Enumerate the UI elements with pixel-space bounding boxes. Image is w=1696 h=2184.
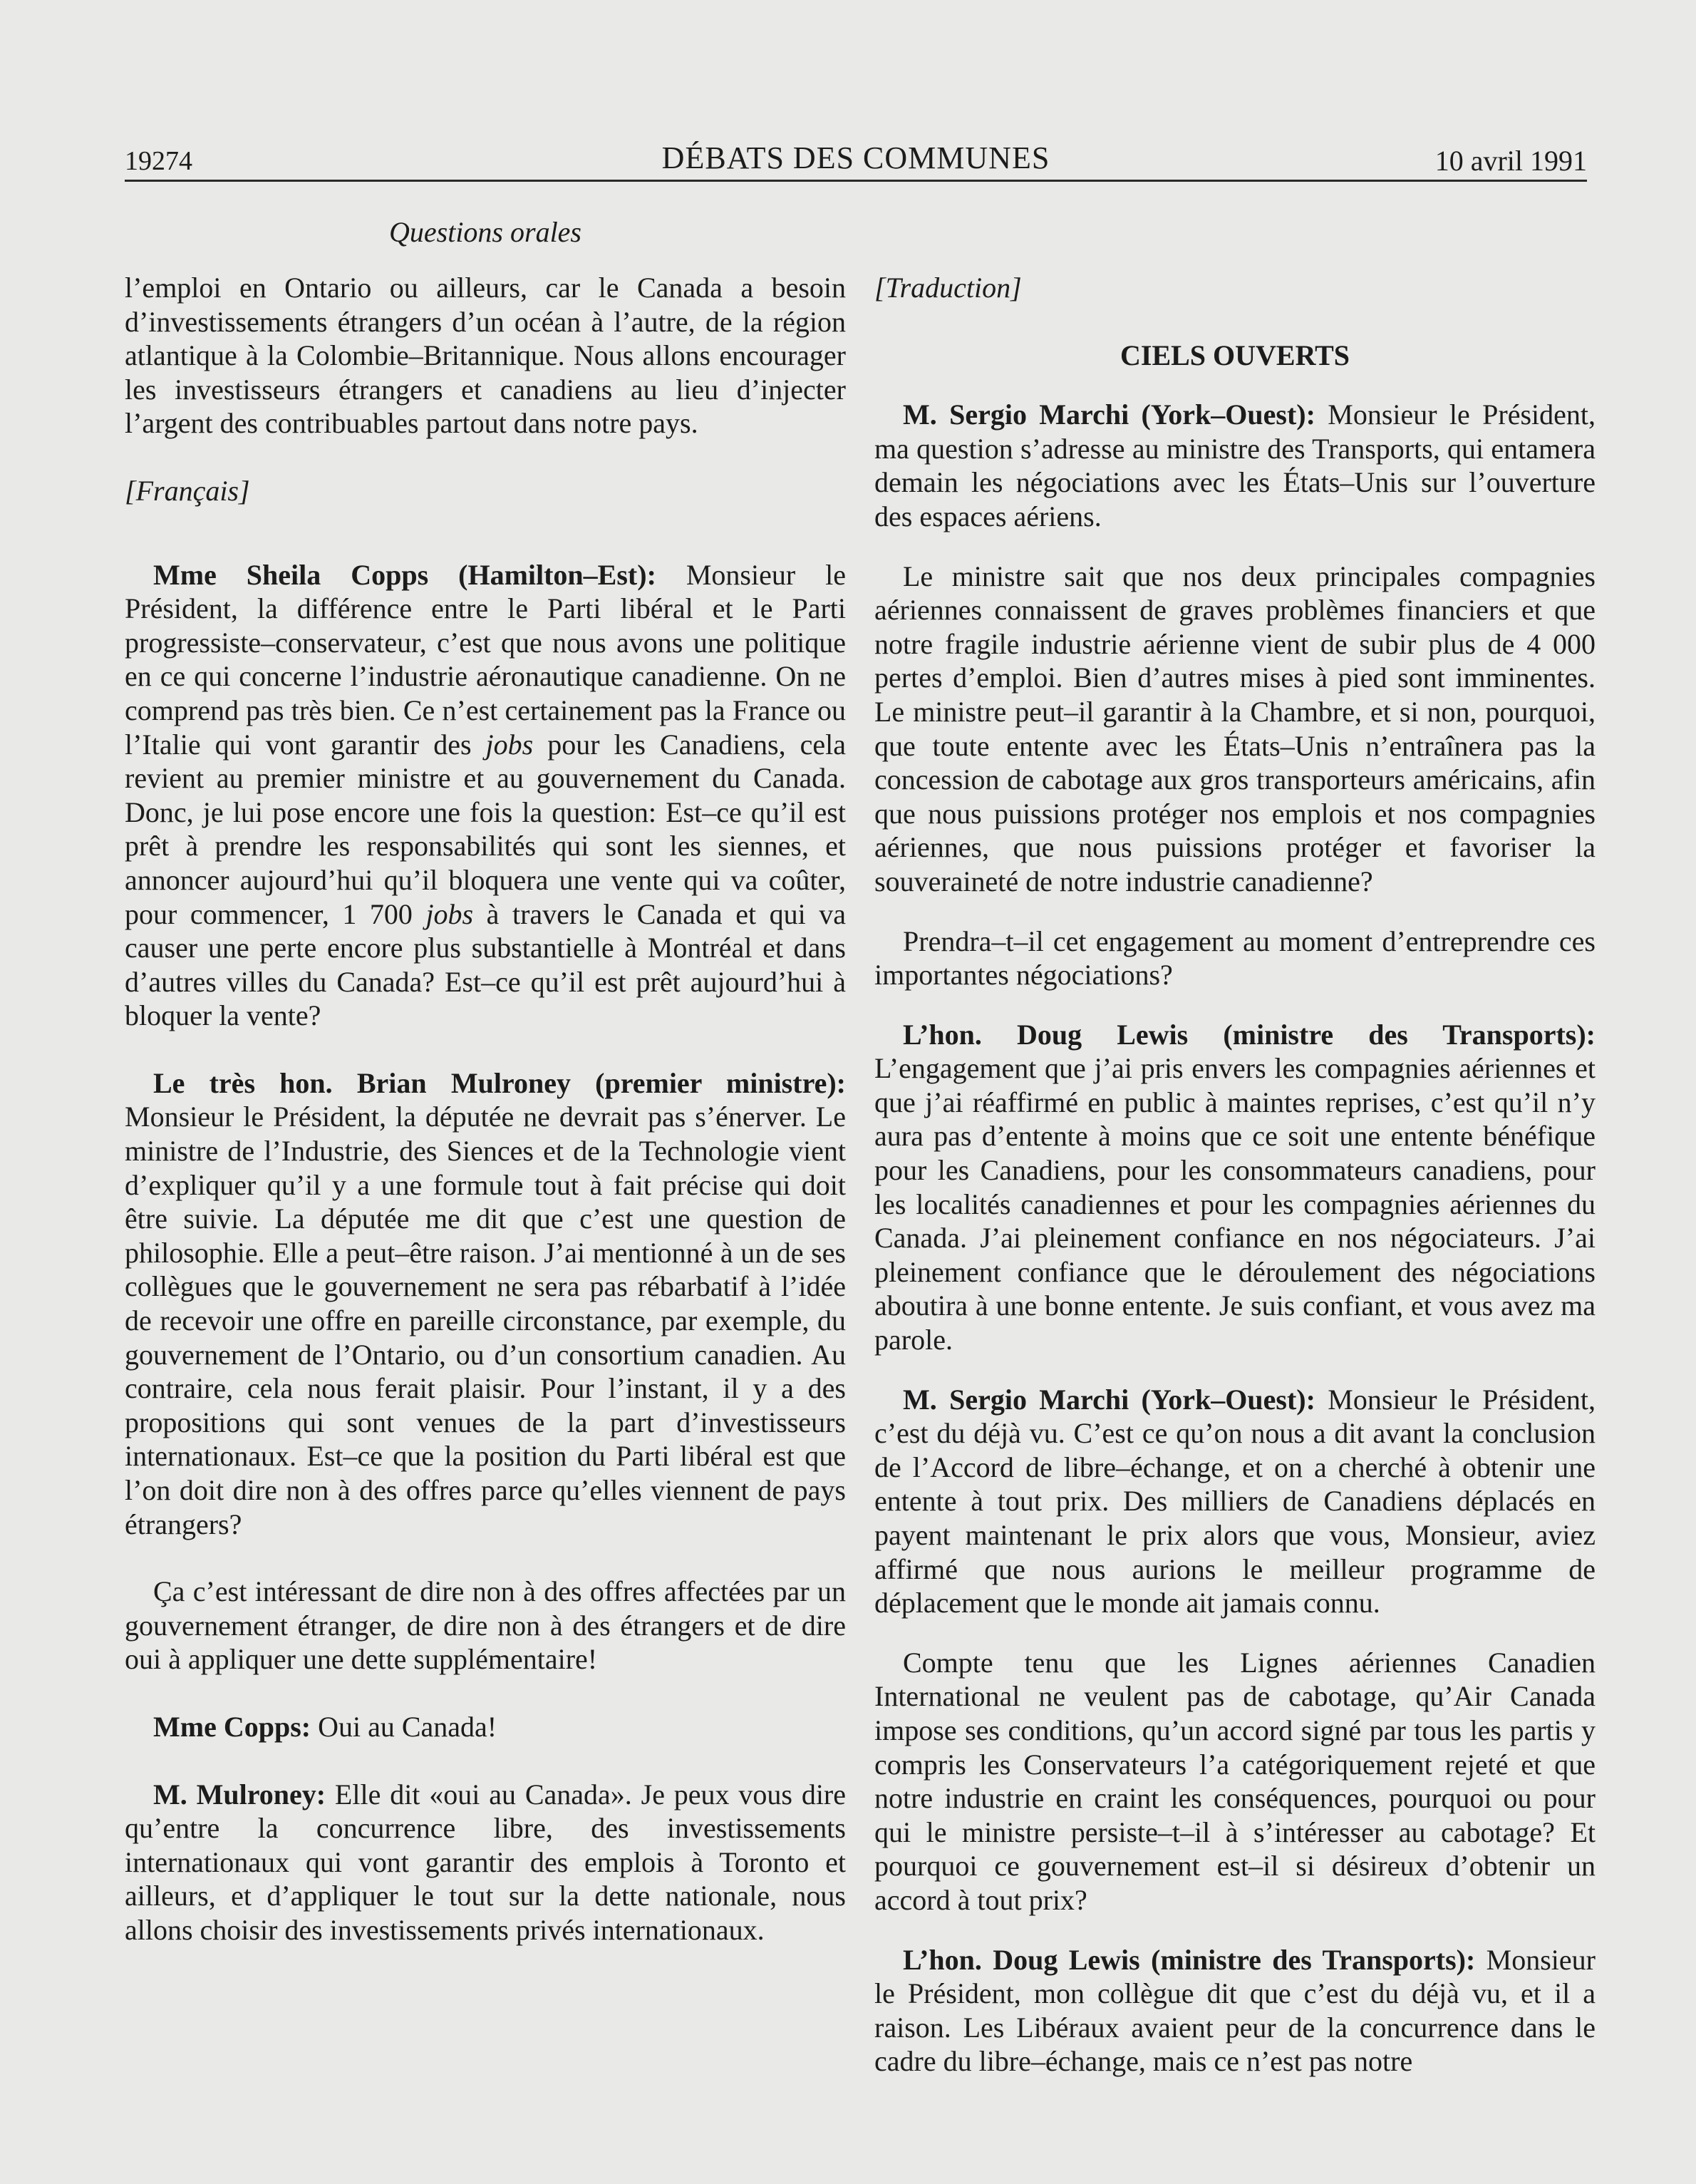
speech-text: Monsieur le Président, la députée ne devrait pas s’énerver. Le ministre de l’Industrie, des Siences et de la Technologie vient d’expliquer qu’il y a une formule tout à fait précise qui doit être suivie. La députée me dit que c’est une question de philosophie. Elle a peut–être raison. J’ai mentionné à un de ses collègues que le gouvernement ne sera pas rébarbatif à l’idée de recevoir une offre en pareille circonstance, par exemple, du gouvernement de l’Ontario, ou d’un consortium canadien. Au contraire, cela nous ferait plaisir. Pour l’instant, il y a des propositions qui sont venues de la part d’investisseurs internationaux. Est–ce que la position du Parti libéral est que l’on doit dire non à des offres parce qu’elles viennent de pays étrangers? (125, 1101, 846, 1540)
paragraph (125, 1710, 846, 1744)
speech-text: Monsieur le Président, la différence entre le Parti libéral et le Parti progressiste–conservateur, c’est que nous avons une politique en ce qui concerne l’industrie aéronautique canadienne. On ne comprend pas très bien. Ce n’est certainement pas la France ou l’Italie qui vont garantir des (125, 558, 847, 761)
speech-text: pour les Canadiens, cela revient au premier ministre et au gouvernement du Canada. Donc, je lui pose encore une fois la question: Est–ce qu’il est prêt à prendre les responsabilités qui sont les siennes, et annoncer aujourd’hui qu’il bloquera une vente qui va coûter, pour commencer, 1 700 (125, 728, 846, 930)
language-tag: [Traduction] (874, 272, 1022, 304)
paragraph (874, 398, 1596, 533)
left-column (125, 271, 846, 1947)
speaker-name: L’hon. Doug Lewis (ministre des Transports): (903, 1018, 1596, 1051)
paragraph: l’emploi en Ontario ou ailleurs, car le Canada a besoin d’investissements étrangers d’un océan à l’autre, de la région atlantique à la Colombie–Britannique. Nous allons encourager les investisseurs étrangers et canadiens au lieu d’injecter l’argent des contribuables partout dans notre pays. (125, 272, 846, 440)
publication-title: DÉBATS DES COMMUNES (661, 140, 1050, 175)
paragraph: Compte tenu que les Lignes aériennes Canadien International ne veulent pas de cabotage, qu’Air Canada impose ses conditions, qu’un accord signé par tous les partis y compris les Conservateurs l’a catégoriquement rejeté et que notre industrie en craint les conséquences, pourquoi ou pour qui le ministre persiste–t–il à s’intéresser au cabotage? Et pourquoi ce gouvernement est–il si désireux d’obtenir un accord à tout prix? (874, 1646, 1596, 1916)
paragraph (874, 1383, 1596, 1620)
paragraph (125, 1778, 846, 1947)
paragraph (125, 1066, 846, 1541)
language-tag: [Français] (125, 474, 250, 507)
paragraph: Le ministre sait que nos deux principales compagnies aériennes connaissent de graves problèmes financiers et que notre fragile industrie aérienne vient de subir plus de 4 000 pertes d’emploi. Bien d’autres mises à pied sont imminentes. Le ministre peut–il garantir à la Chambre, et si non, pourquoi, que toute entente avec les États–Unis n’entraînera pas la concession de cabotage aux gros transporteurs américains, afin que nous puissions protéger nos emplois et nos compagnies aériennes, que nous puissions protéger et favoriser la souveraineté de notre industrie canadienne? (874, 560, 1596, 897)
speech-text: L’engagement que j’ai pris envers les compagnies aériennes et que j’ai réaffirmé en public à maintes reprises, c’est qu’il n’y aura pas d’entente à moins que ce soit une entente bénéfique pour les Canadiens, pour les consommateurs canadiens, pour les localités canadiennes et pour les compagnies aériennes du Canada. J’ai pleinement confiance en nos négociateurs. J’ai pleinement confiance que le déroulement des négociations aboutira à une bonne entente. Je suis confiant, et vous avez ma parole. (874, 1052, 1596, 1356)
speaker-name: M. Sergio Marchi (York–Ouest): (903, 1383, 1315, 1416)
speech-text: Monsieur le Président, c’est du déjà vu. C’est ce qu’on nous a dit avant la conclusion de l’Accord de libre–échange, et on a cherché à obtenir une entente à tout prix. Des milliers de Canadiens déplacés en payent maintenant le prix alors que vous, Monsieur, aviez affirmé que nous aurions le meilleur programme de déplacement que le monde ait jamais connu. (874, 1383, 1596, 1619)
paragraph: Prendra–t–il cet engagement au moment d’entreprendre ces importantes négociations? (874, 924, 1596, 991)
speaker-name: L’hon. Doug Lewis (ministre des Transports): (903, 1943, 1476, 1976)
page-date: 10 avril 1991 (1434, 145, 1587, 177)
paragraph (125, 558, 846, 1033)
header-rule (125, 180, 1587, 182)
emphasis-text: jobs (485, 728, 534, 761)
section-heading: CIELS OUVERTS (1120, 339, 1350, 371)
page-number: 19274 (125, 146, 192, 176)
speech-text: à travers le Canada et qui va causer une perte encore plus substantielle à Montréal et dans d’autres villes du Canada? Est–ce qu’il est prêt aujourd’hui à bloquer la vente? (125, 897, 847, 1032)
paragraph: Ça c’est intéressant de dire non à des offres affectées par un gouvernement étranger, de dire non à des étrangers et de dire oui à appliquer une dette supplémentaire! (125, 1575, 846, 1676)
speaker-name: Mme Copps: (153, 1710, 311, 1743)
speaker-name: Le très hon. Brian Mulroney (premier ministre): (153, 1066, 846, 1099)
speech-text: Elle dit «oui au Canada». Je peux vous dire qu’entre la concurrence libre, des investissements internationaux qui vont garantir des emplois à Toronto et ailleurs, et d’appliquer le tout sur la dette nationale, nous allons choisir des investissements privés internationaux. (125, 1778, 847, 1946)
speaker-name: M. Mulroney: (153, 1778, 326, 1810)
emphasis-text: jobs (425, 897, 474, 930)
paragraph (874, 1018, 1596, 1357)
section-label: Questions orales (389, 216, 581, 248)
speech-text: Oui au Canada! (311, 1710, 497, 1743)
speaker-name: M. Sergio Marchi (York–Ouest): (903, 398, 1315, 431)
right-column (874, 271, 1596, 2079)
speech-text: Monsieur le Président, ma question s’adresse au ministre des Transports, qui entamera demain les négociations avec les États–Unis sur l’ouverture des espaces aériens. (874, 398, 1596, 532)
page-header (125, 140, 1587, 181)
speaker-name: Mme Sheila Copps (Hamilton–Est): (153, 558, 656, 591)
speech-text: Monsieur le Président, mon collègue dit que c’est du déjà vu, et il a raison. Les Libéraux avaient peur de la concurrence dans le cadre du libre–échange, mais ce n’est pas notre (874, 1943, 1596, 2078)
paragraph (874, 1943, 1596, 2079)
